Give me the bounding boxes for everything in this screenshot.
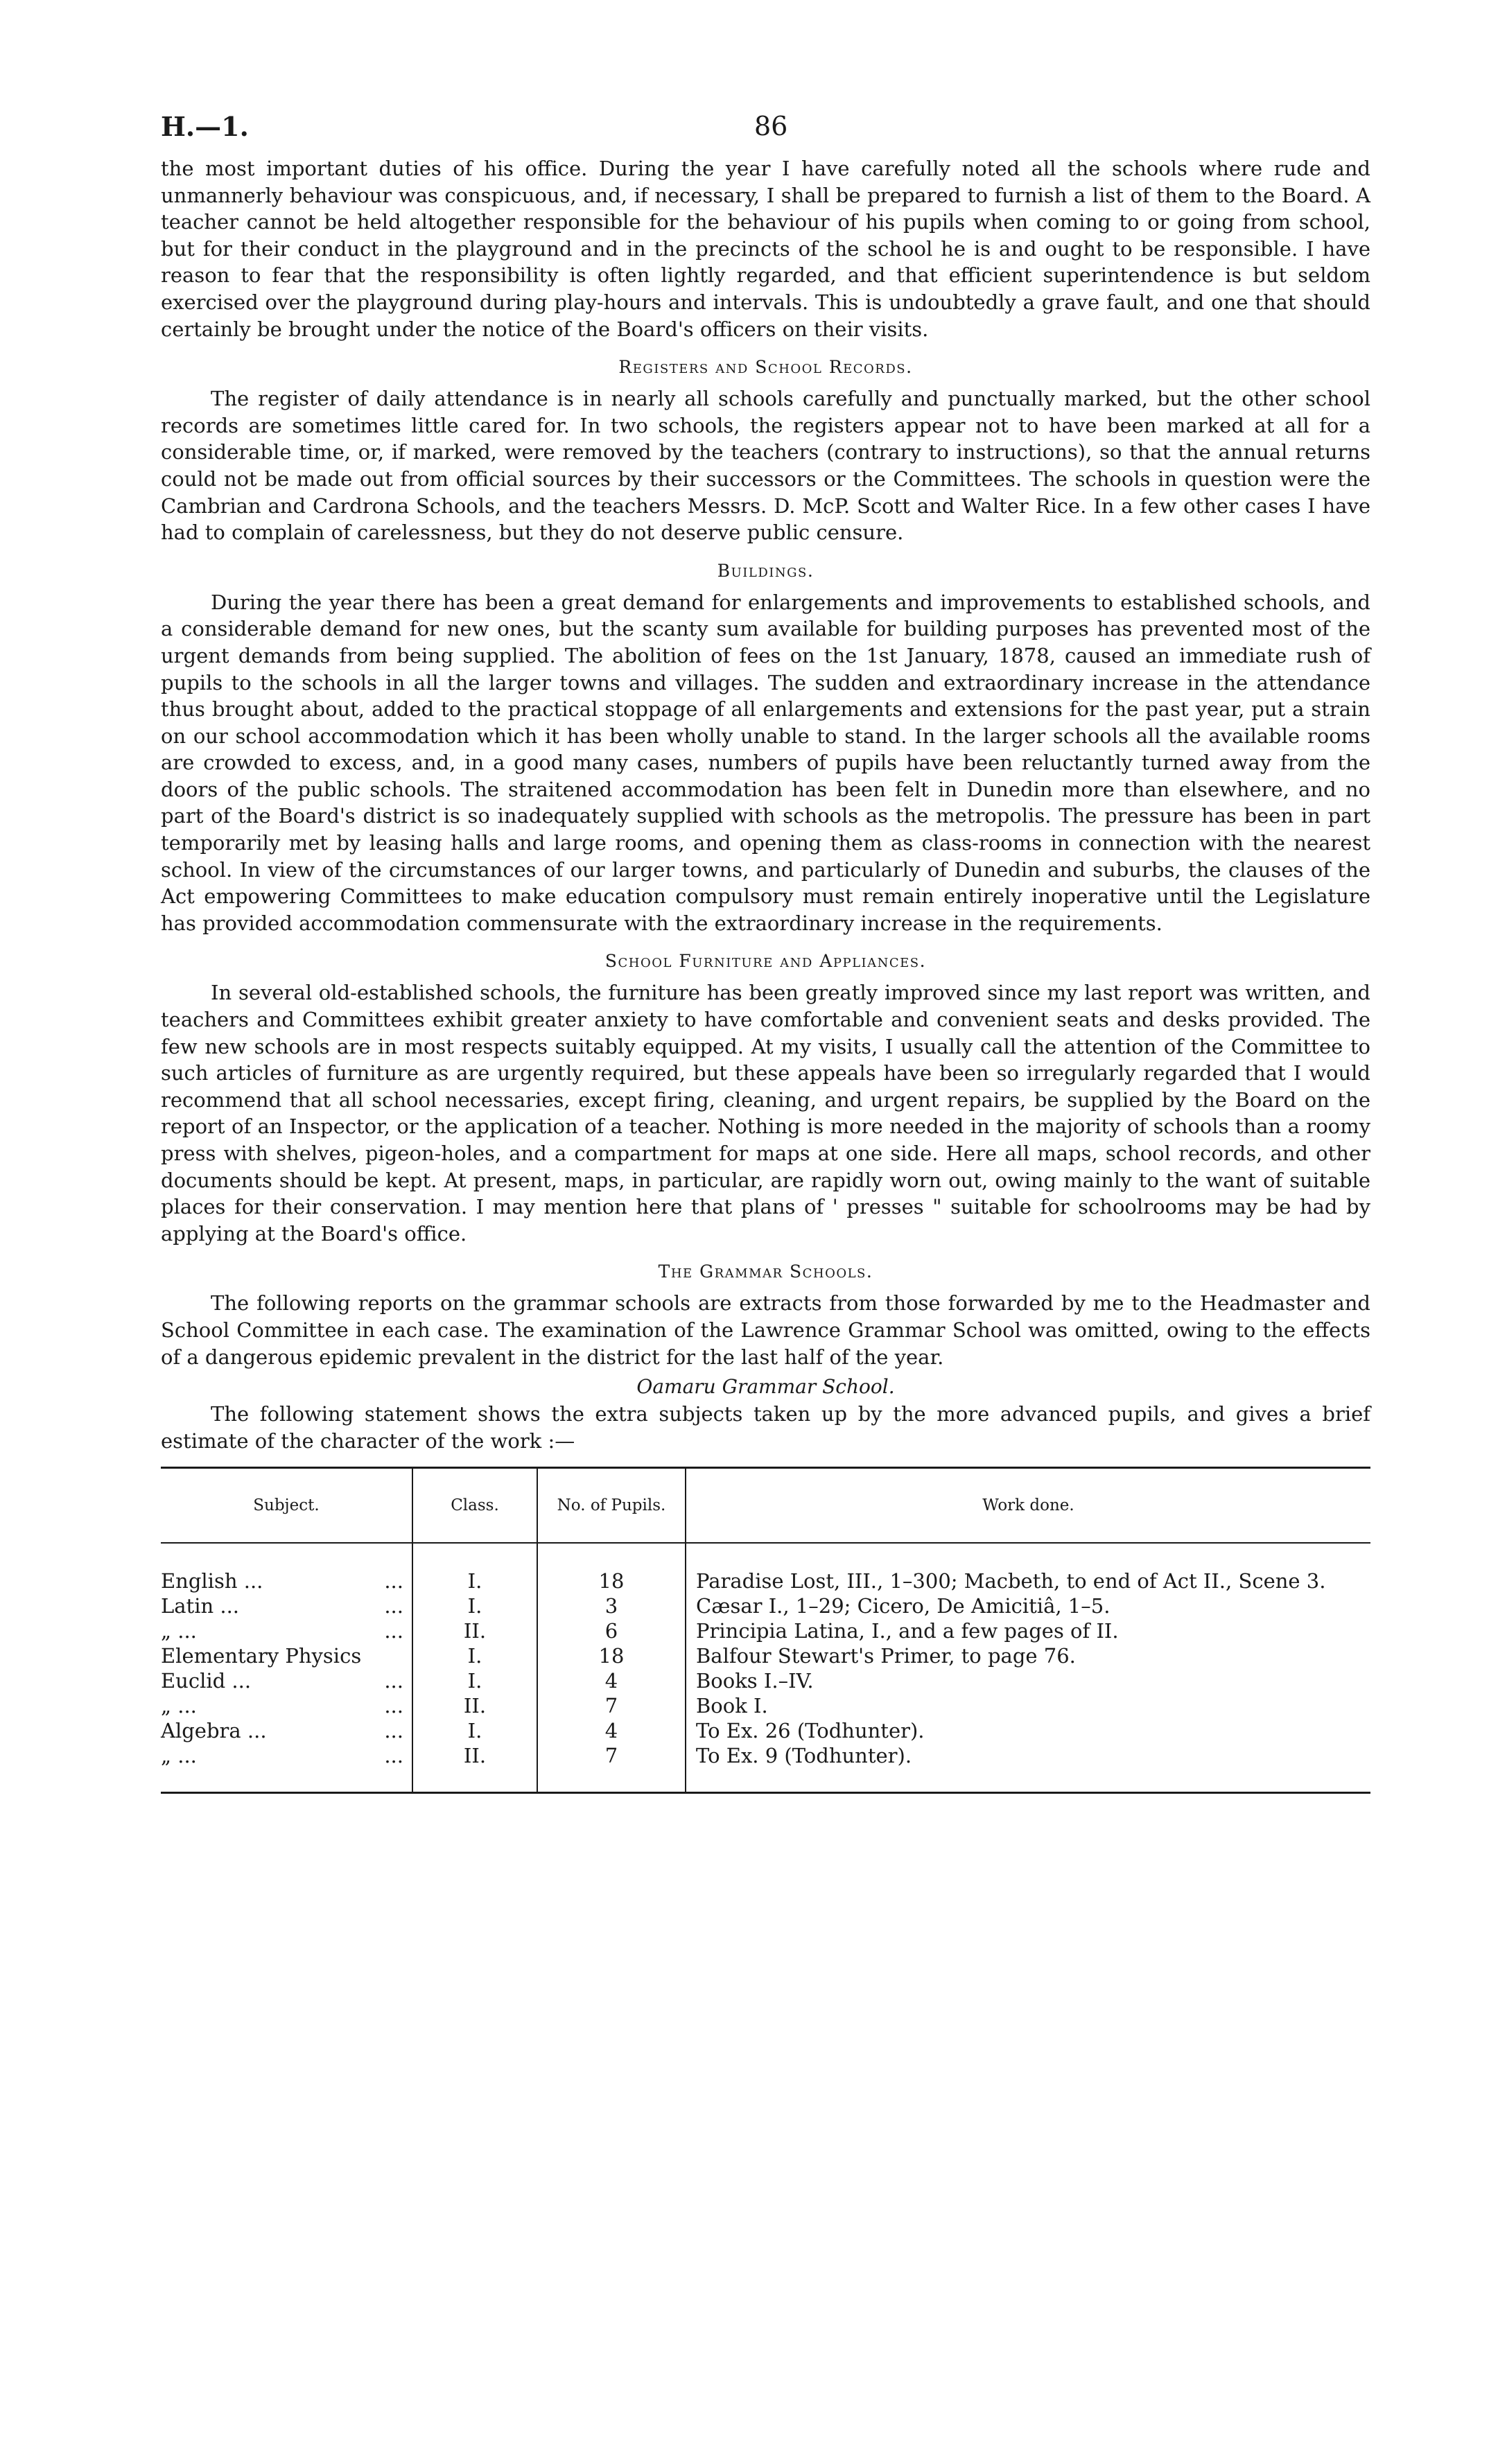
header-pupils: No. of Pupils. — [537, 1468, 686, 1544]
cell-subject: Elementary Physics — [161, 1644, 362, 1668]
heading-furniture: School Furniture and Appliances. — [604, 951, 927, 972]
cell-subject: „ ... — [161, 1744, 197, 1768]
cell-class: I. — [412, 1718, 537, 1743]
paragraph-furniture: In several old-established schools, the furniture has been greatly improved since my last report was written, and teachers and Committees exhibit greater anxiety to have comfortable and convenient seats and desks provided. The few new schools are in most respects suitably equipped. At my visits, I usually call the attention of the Committee to such articles of furniture as are urgently required, but these appeals have been so irregularly regarded that I would recommend that all school necessaries, except firing, cleaning, and urgent repairs, be supplied by the Board on the report of an Inspector, or the application of a teacher. Nothing is more needed in the majority of schools than a roomy press with shelves, pigeon-holes, and a compartment for maps at one side. Here all maps, school records, and other documents should be kept. At present, maps, in particular, are rapidly worn out, owing mainly to the want of suitable places for their conservation. I may mention here that plans of ' presses " suitable for schoolrooms may be had by applying at the Board's office. — [161, 981, 1370, 1246]
cell-work: To Ex. 26 (Todhunter). — [696, 1719, 925, 1743]
cell-leader: ... — [384, 1694, 403, 1718]
cell-class: I. — [412, 1593, 537, 1618]
cell-class: I. — [412, 1643, 537, 1668]
cell-pupils: 4 — [537, 1668, 686, 1693]
cell-subject: English ... — [161, 1569, 263, 1593]
cell-work: Cæsar I., 1–29; Cicero, De Amicitiâ, 1–5. — [696, 1594, 1111, 1618]
paragraph-registers: The register of daily attendance is in nearly all schools carefully and punctually marked, but the other school records are sometimes little cared for. In two schools, the registers appear not to have been marked at all for a considerable time, or, if marked, were removed by the teachers (contrary to instructions), so that the annual returns could not be made out from official sources by their successors or the Committees. The schools in question were the Cambrian and Cardrona Schools, and the teachers Messrs. D. McP. Scott and Walter Rice. In a few other cases I have had to complain of carelessness, but they do not deserve public censure. — [161, 387, 1370, 545]
cell-class: I. — [412, 1668, 537, 1693]
heading-registers: Registers and School Records. — [618, 357, 913, 378]
cell-leader: ... — [384, 1719, 403, 1743]
heading-grammar-schools: The Grammar Schools. — [658, 1261, 873, 1282]
header-work: Work done. — [686, 1468, 1370, 1544]
page-number: 86 — [754, 111, 788, 141]
cell-leader: ... — [384, 1744, 403, 1768]
cell-work: Balfour Stewart's Primer, to page 76. — [696, 1644, 1076, 1668]
heading-oamaru: Oamaru Grammar School. — [636, 1375, 895, 1399]
cell-class: II. — [412, 1743, 537, 1793]
table-row — [161, 1743, 1370, 1793]
cell-pupils: 18 — [537, 1543, 686, 1593]
cell-subject: Algebra ... — [161, 1719, 267, 1743]
cell-pupils: 6 — [537, 1618, 686, 1643]
cell-work: To Ex. 9 (Todhunter). — [696, 1744, 912, 1768]
cell-subject: „ ... — [161, 1619, 197, 1643]
cell-pupils: 3 — [537, 1593, 686, 1618]
page-header — [161, 111, 1370, 155]
cell-leader: ... — [384, 1594, 403, 1618]
cell-class: II. — [412, 1693, 537, 1718]
subjects-table — [161, 1467, 1370, 1794]
header-class: Class. — [412, 1468, 537, 1544]
cell-leader: ... — [384, 1569, 403, 1593]
cell-work: Paradise Lost, III., 1–300; Macbeth, to end of Act II., Scene 3. — [696, 1569, 1326, 1593]
cell-pupils: 18 — [537, 1643, 686, 1668]
cell-pupils: 4 — [537, 1718, 686, 1743]
paragraph-oamaru-statement: The following statement shows the extra subjects taken up by the more advanced pupils, and gives a brief estimate of the character of the work :— — [161, 1402, 1370, 1453]
header-subject: Subject. — [161, 1468, 412, 1544]
intro-paragraph: the most important duties of his office. During the year I have carefully noted all the schools where rude and unmannerly behaviour was conspicuous, and, if necessary, I shall be prepared to furnish a list of them to the Board. A teacher cannot be held altogether responsible for the behaviour of his pupils when coming to or going from school, but for their conduct in the playground and in the precincts of the school he is and ought to be responsible. I have reason to fear that the responsibility is often lightly regarded, and that efficient superintendence is but seldom exercised over the playground during play-hours and intervals. This is undoubtedly a grave fault, and one that should certainly be brought under the notice of the Board's officers on their visits. — [161, 157, 1370, 341]
table-row — [161, 1668, 1370, 1693]
document-page — [161, 111, 1370, 1794]
cell-work: Book I. — [696, 1694, 768, 1718]
table-row — [161, 1543, 1370, 1593]
table-row — [161, 1593, 1370, 1618]
table-row — [161, 1643, 1370, 1668]
cell-leader: ... — [384, 1669, 403, 1693]
cell-subject: Euclid ... — [161, 1669, 252, 1693]
cell-subject: „ ... — [161, 1694, 197, 1718]
table-header-row — [161, 1468, 1370, 1544]
table-row — [161, 1618, 1370, 1643]
cell-work: Books I.–IV. — [696, 1669, 814, 1693]
cell-subject: Latin ... — [161, 1594, 240, 1618]
cell-pupils: 7 — [537, 1693, 686, 1718]
cell-class: II. — [412, 1618, 537, 1643]
cell-leader: ... — [384, 1619, 403, 1643]
document-code: H.—1. — [161, 111, 249, 142]
heading-buildings: Buildings. — [717, 560, 815, 581]
cell-class: I. — [412, 1543, 537, 1593]
paragraph-grammar-schools: The following reports on the grammar schools are extracts from those forwarded by me to the Headmaster and School Committee in each case. The examination of the Lawrence Grammar School was omitted, owing to the effects of a dangerous epidemic prevalent in the district for the last half of the year. — [161, 1291, 1370, 1369]
table-row — [161, 1693, 1370, 1718]
cell-work: Principia Latina, I., and a few pages of II. — [696, 1619, 1119, 1643]
paragraph-buildings: During the year there has been a great demand for enlargements and improvements to established schools, and a considerable demand for new ones, but the scanty sum available for building purposes has prevented most of the urgent demands from being supplied. The abolition of fees on the 1st January, 1878, caused an immediate rush of pupils to the schools in all the larger towns and villages. The sudden and extraordinary increase in the attendance thus brought about, added to the practical stoppage of all enlargements and extensions for the past year, put a strain on our school accommodation which it has been wholly unable to stand. In the larger schools all the available rooms are crowded to excess, and, in a good many cases, numbers of pupils have been reluctantly turned away from the doors of the public schools. The straitened accommodation has been felt in Dunedin more than elsewhere, and no part of the Board's district is so inadequately supplied with schools as the metropolis. The pressure has been in part temporarily met by leasing halls and large rooms, and opening them as class-rooms in connection with the nearest school. In view of the circumstances of our larger towns, and particularly of Dunedin and suburbs, the clauses of the Act empowering Committees to make education compulsory must remain entirely inoperative until the Legislature has provided accommodation commensurate with the extraordinary increase in the requirements. — [161, 590, 1370, 935]
cell-pupils: 7 — [537, 1743, 686, 1793]
table-row — [161, 1718, 1370, 1743]
